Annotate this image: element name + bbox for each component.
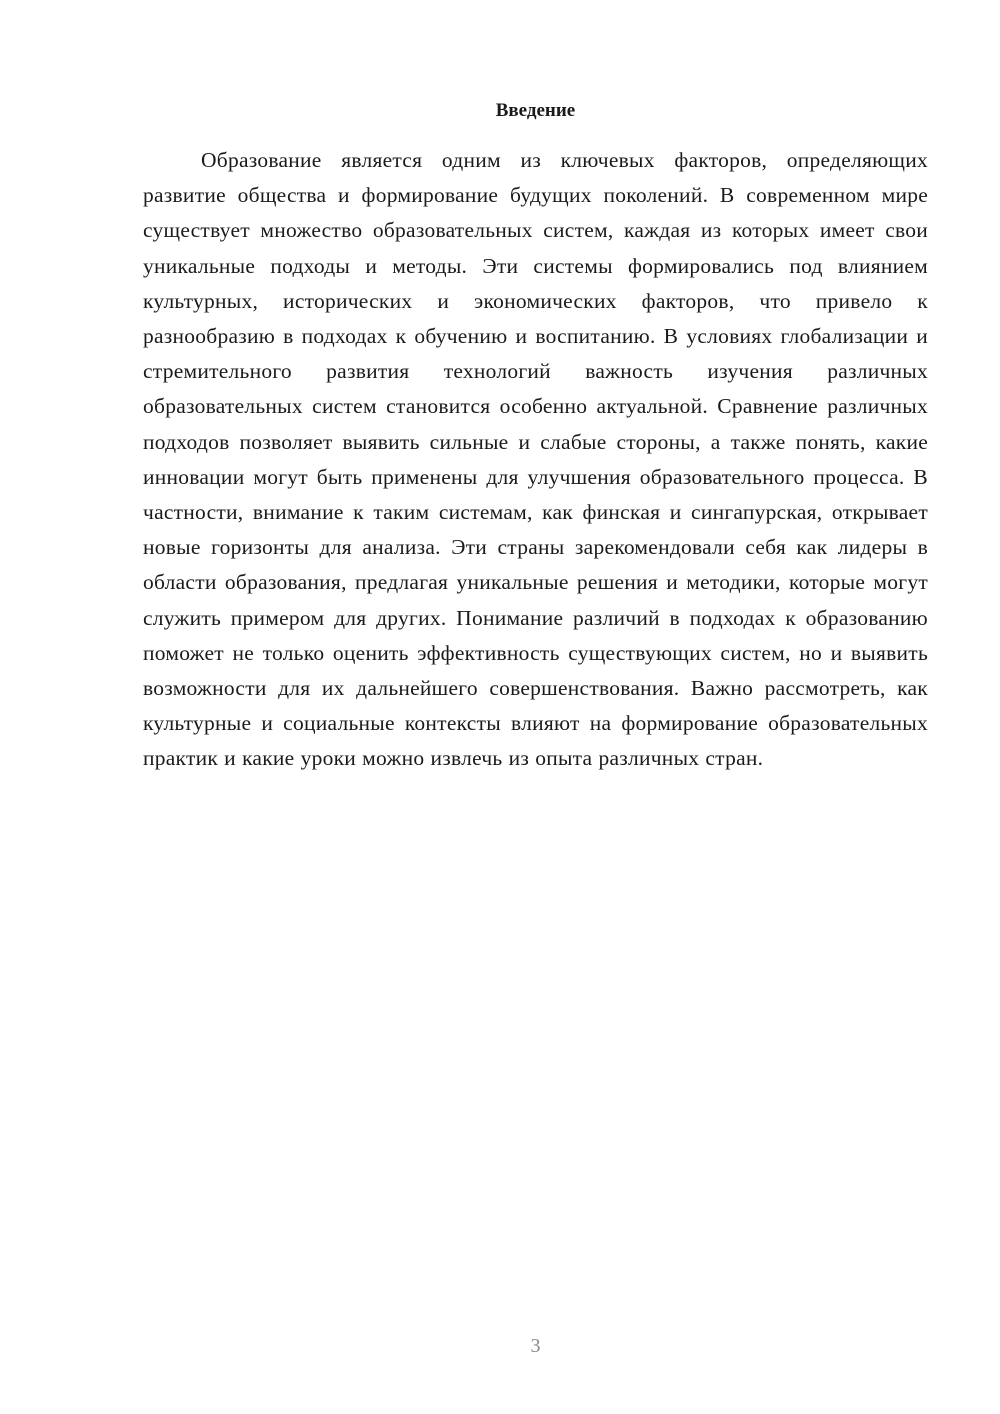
section-heading: Введение [495,100,576,121]
page-number: 3 [530,1335,541,1357]
body-paragraph: Образование является одним из ключевых факторов, определяющих развитие общества и формирование будущих поколений. В современном мире существует множество образовательных систем, каждая из которых имеет свои уникальные подходы и методы. Эти системы формировались под влиянием культурных, исторических и экономических факторов, что привело к разнообразию в подходах к обучению и воспитанию. В условиях глобализации и стремительного развития технологий важность изучения различных образовательных систем становится особенно актуальной. Сравнение различных подходов позволяет выявить сильные и слабые стороны, а также понять, какие инновации могут быть применены для улучшения образовательного процесса. В частности, внимание к таким системам, как финская и сингапурская, открывает новые горизонты для анализа. Эти страны зарекомендовали себя как лидеры в области образования, предлагая уникальные решения и методики, которые могут служить примером для других. Понимание различий в подходах к образованию поможет не только оценить эффективность существующих систем, но и выявить возможности для их дальнейшего совершенствования. Важно рассмотреть, как культурные и социальные контексты влияют на формирование образовательных практик и какие уроки можно извлечь из опыта различных стран. [143,148,928,771]
